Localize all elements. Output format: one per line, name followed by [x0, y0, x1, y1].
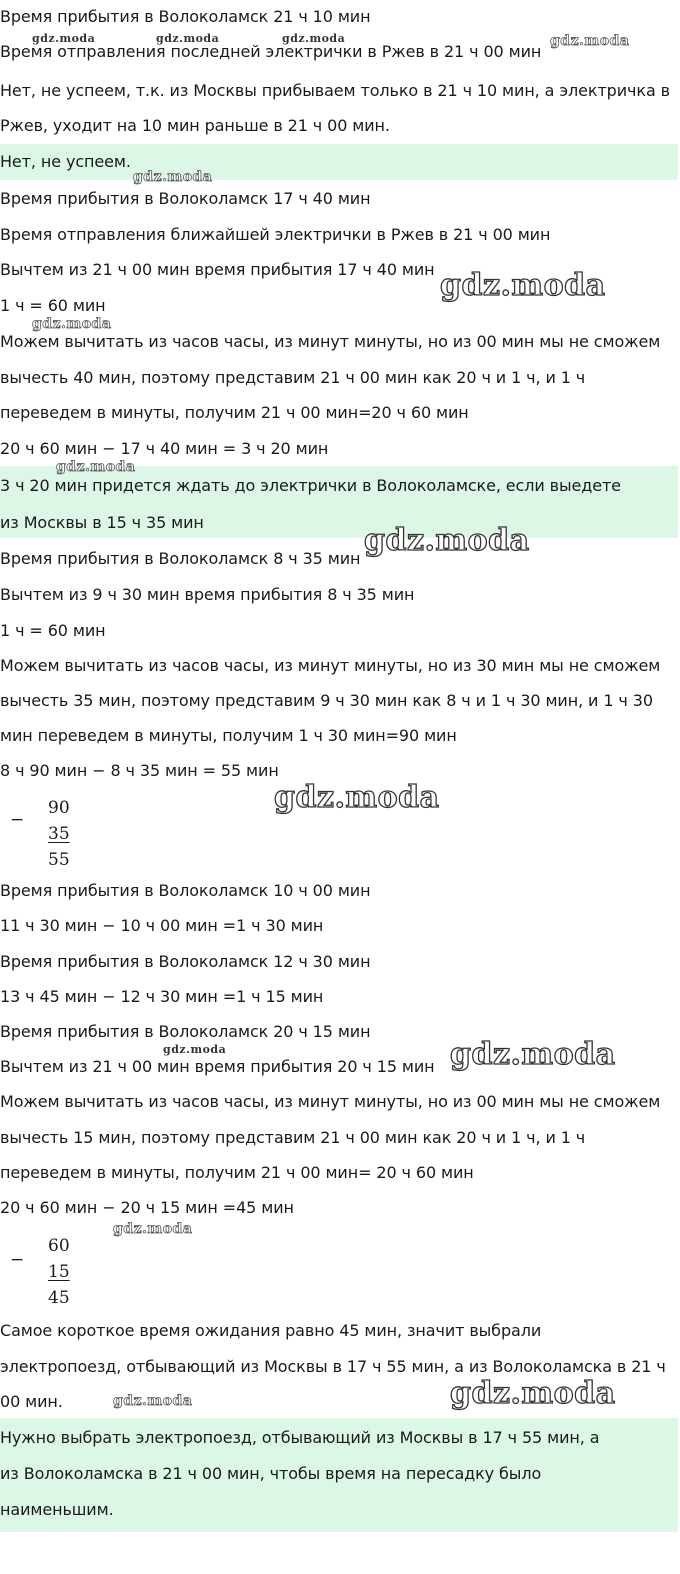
watermark-logo: gdz.moda	[163, 1043, 227, 1056]
watermark-logo: gdz.moda	[32, 32, 96, 45]
text-line: вычесть 35 мин, поэтому представим 9 ч 30 мин как 8 ч и 1 ч 30 мин, и 1 ч 30	[0, 691, 653, 710]
text-line: Вычтем из 21 ч 00 мин время прибытия 20 ч 15 мин	[0, 1057, 435, 1076]
text-line: электропоезд, отбывающий из Москвы в 17 ч 55 мин, а из Волоколамска в 21 ч	[0, 1357, 666, 1376]
column-subtraction	[48, 1233, 70, 1311]
text-line: Время прибытия в Волоколамск 12 ч 30 мин	[0, 952, 371, 971]
watermark-logo: gdz.moda	[450, 1376, 616, 1411]
watermark-logo: gdz.moda	[56, 459, 136, 475]
text-line: Самое короткое время ожидания равно 45 мин, значит выбрали	[0, 1321, 542, 1340]
subtrahend: 15	[48, 1262, 70, 1282]
answer-text: наименьшим.	[0, 1500, 114, 1519]
watermark-logo: gdz.moda	[133, 169, 213, 185]
text-line: 20 ч 60 мин − 17 ч 40 мин = 3 ч 20 мин	[0, 439, 329, 458]
text-line: переведем в минуты, получим 21 ч 00 мин=20 ч 60 мин	[0, 403, 469, 422]
difference: 55	[48, 850, 70, 870]
subtrahend: 35	[48, 824, 70, 844]
text-line: Время прибытия в Волоколамск 21 ч 10 мин	[0, 7, 371, 26]
watermark-logo: gdz.moda	[156, 32, 220, 45]
answer-text: 3 ч 20 мин придется ждать до электрички в Волоколамске, если выедете	[0, 476, 621, 495]
text-line: мин переведем в минуты, получим 1 ч 30 мин=90 мин	[0, 726, 457, 745]
text-line: Время прибытия в Волоколамск 10 ч 00 мин	[0, 881, 371, 900]
watermark-logo: gdz.moda	[550, 33, 630, 49]
minuend: 90	[48, 798, 70, 818]
text-line: 1 ч = 60 мин	[0, 621, 106, 640]
text-line: Время отправления ближайшей электрички в Ржев в 21 ч 00 мин	[0, 225, 551, 244]
text-line: вычесть 15 мин, поэтому представим 21 ч 00 мин как 20 ч и 1 ч, и 1 ч	[0, 1128, 586, 1147]
minuend: 60	[48, 1236, 70, 1256]
text-line: 1 ч = 60 мин	[0, 296, 106, 315]
text-line: 11 ч 30 мин − 10 ч 00 мин =1 ч 30 мин	[0, 916, 324, 935]
difference: 45	[48, 1288, 70, 1308]
watermark-logo: gdz.moda	[274, 780, 440, 815]
text-line: Нет, не успеем, т.к. из Москвы прибываем только в 21 ч 10 мин, а электричка в	[0, 81, 670, 100]
text-line: Вычтем из 21 ч 00 мин время прибытия 17 ч 40 мин	[0, 260, 435, 279]
text-line: 20 ч 60 мин − 20 ч 15 мин =45 мин	[0, 1198, 294, 1217]
answer-text: Нет, не успеем.	[0, 152, 131, 171]
text-line: 13 ч 45 мин − 12 ч 30 мин =1 ч 15 мин	[0, 987, 324, 1006]
minus-sign: −	[10, 1250, 25, 1270]
text-line: Время прибытия в Волоколамск 8 ч 35 мин	[0, 549, 361, 568]
watermark-logo: gdz.moda	[113, 1393, 193, 1409]
column-subtraction	[48, 795, 70, 873]
text-line: Можем вычитать из часов часы, из минут минуты, но из 00 мин мы не сможем	[0, 1092, 661, 1111]
text-line: переведем в минуты, получим 21 ч 00 мин= 20 ч 60 мин	[0, 1163, 474, 1182]
text-line: 00 мин.	[0, 1392, 63, 1411]
text-line: Ржев, уходит на 10 мин раньше в 21 ч 00 мин.	[0, 116, 390, 135]
text-line: вычесть 40 мин, поэтому представим 21 ч 00 мин как 20 ч и 1 ч, и 1 ч	[0, 368, 586, 387]
watermark-logo: gdz.moda	[282, 32, 346, 45]
watermark-logo: gdz.moda	[450, 1037, 616, 1072]
minus-sign: −	[10, 810, 25, 830]
text-line: Время отправления последней электрички в Ржев в 21 ч 00 мин	[0, 42, 542, 61]
text-line: 8 ч 90 мин − 8 ч 35 мин = 55 мин	[0, 761, 279, 780]
text-line: Можем вычитать из часов часы, из минут минуты, но из 30 мин мы не сможем	[0, 656, 661, 675]
answer-text: из Волоколамска в 21 ч 00 мин, чтобы время на пересадку было	[0, 1464, 542, 1483]
watermark-logo: gdz.moda	[364, 523, 530, 558]
text-line: Вычтем из 9 ч 30 мин время прибытия 8 ч 35 мин	[0, 585, 415, 604]
watermark-logo: gdz.moda	[113, 1221, 193, 1237]
answer-text: Нужно выбрать электропоезд, отбывающий из Москвы в 17 ч 55 мин, а	[0, 1428, 600, 1447]
text-line: Время прибытия в Волоколамск 20 ч 15 мин	[0, 1022, 371, 1041]
text-line: Время прибытия в Волоколамск 17 ч 40 мин	[0, 189, 371, 208]
answer-text: из Москвы в 15 ч 35 мин	[0, 513, 204, 532]
watermark-logo: gdz.moda	[440, 268, 606, 303]
watermark-logo: gdz.moda	[32, 316, 112, 332]
text-line: Можем вычитать из часов часы, из минут минуты, но из 00 мин мы не сможем	[0, 332, 661, 351]
